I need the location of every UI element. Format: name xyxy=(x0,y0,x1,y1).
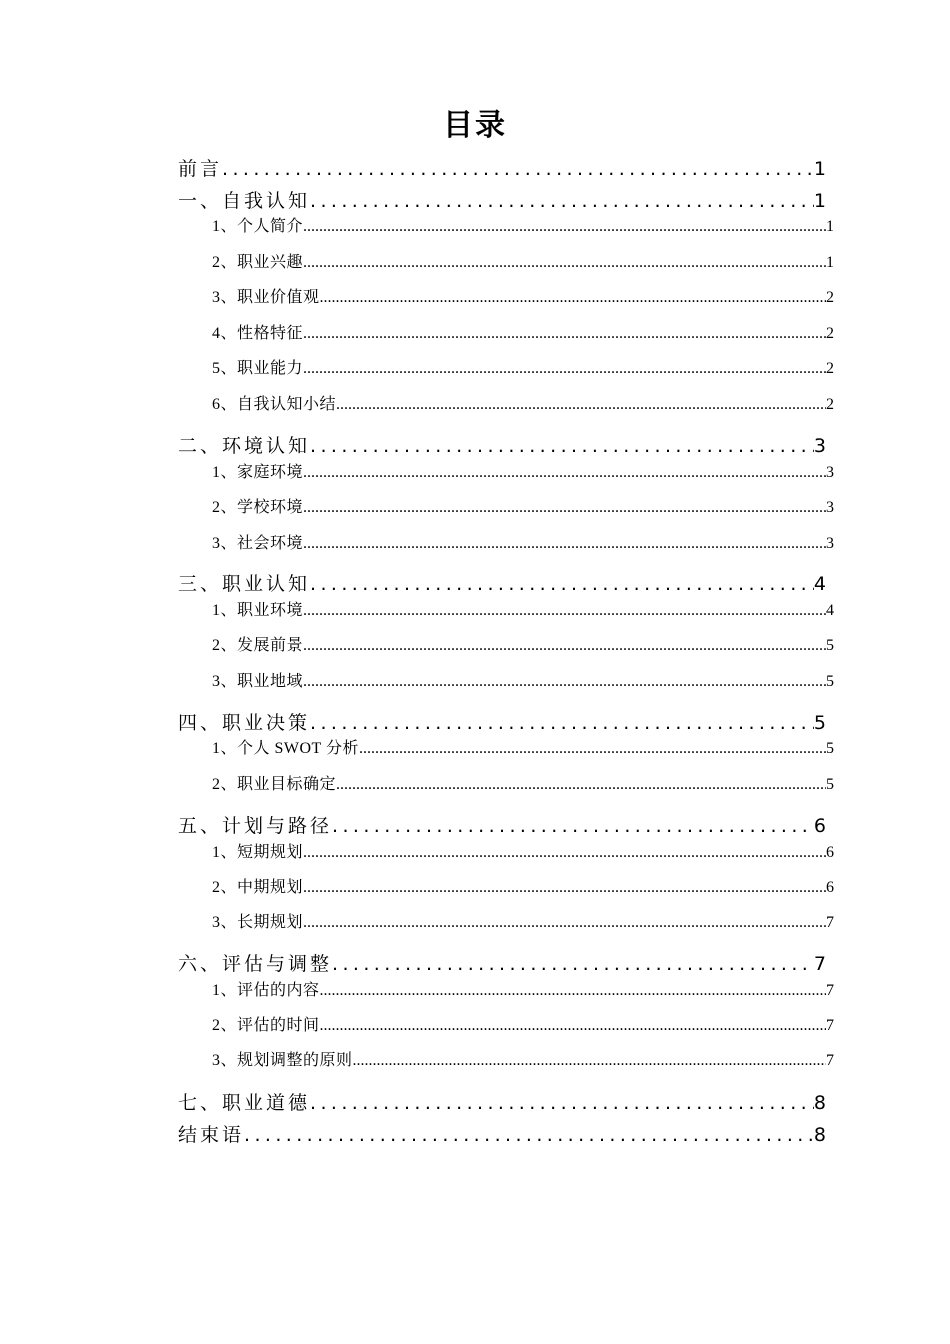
toc-entry-section-3[interactable] xyxy=(178,569,826,599)
toc-entry-label: 3、规划调整的原则 xyxy=(212,1052,353,1069)
toc-entry-label: 1、职业环境 xyxy=(212,602,304,619)
toc-entry-subsection[interactable] xyxy=(212,250,834,276)
toc-entry-subsection[interactable] xyxy=(212,875,834,901)
dot-leader xyxy=(303,321,826,347)
dot-leader xyxy=(303,531,826,557)
dot-leader xyxy=(359,736,826,762)
dot-leader xyxy=(320,285,826,311)
toc-page-number: 1 xyxy=(826,218,834,235)
toc-page-number: 7 xyxy=(826,1017,834,1034)
toc-entry-subsection[interactable] xyxy=(212,669,834,695)
toc-entry-label: 1、评估的内容 xyxy=(212,982,320,999)
toc-entry-subsection[interactable] xyxy=(212,1048,834,1074)
toc-entry-label: 5、职业能力 xyxy=(212,360,304,377)
toc-page-number: 6 xyxy=(826,879,834,896)
toc-entry-label: 前言 xyxy=(178,158,223,180)
dot-leader xyxy=(336,392,826,418)
toc-entry-section-5[interactable] xyxy=(178,811,826,841)
toc-page-number: 2 xyxy=(826,360,834,377)
toc-entry-preface[interactable] xyxy=(178,154,826,184)
toc-entry-subsection[interactable] xyxy=(212,356,834,382)
dot-leader xyxy=(310,708,814,738)
toc-entry-label: 4、性格特征 xyxy=(212,325,304,342)
toc-page-number: 3 xyxy=(813,435,826,457)
toc-page-number: 2 xyxy=(826,289,834,306)
toc-page-number: 5 xyxy=(826,673,834,690)
toc-page-number: 3 xyxy=(826,535,834,552)
dot-leader xyxy=(303,250,826,276)
toc-entry-label: 一、自我认知 xyxy=(178,190,311,212)
dot-leader xyxy=(310,1088,814,1118)
toc-entry-label: 2、发展前景 xyxy=(212,637,304,654)
dot-leader xyxy=(303,840,826,866)
toc-entry-label: 七、职业道德 xyxy=(178,1092,311,1114)
toc-page-number: 6 xyxy=(826,844,834,861)
dot-leader xyxy=(303,910,826,936)
toc-page-number: 5 xyxy=(826,776,834,793)
toc-entry-label: 四、职业决策 xyxy=(178,712,311,734)
toc-entry-section-7[interactable] xyxy=(178,1088,826,1118)
toc-entry-label: 3、社会环境 xyxy=(212,535,304,552)
toc-entry-subsection[interactable] xyxy=(212,633,834,659)
dot-leader xyxy=(320,978,826,1004)
toc-entry-subsection[interactable] xyxy=(212,460,834,486)
toc-entry-section-2[interactable] xyxy=(178,431,826,461)
toc-page-number: 1 xyxy=(813,158,826,180)
toc-page-number: 6 xyxy=(813,815,826,837)
toc-entry-label: 2、中期规划 xyxy=(212,879,304,896)
toc-title: 目录 xyxy=(443,108,507,143)
toc-entry-section-4[interactable] xyxy=(178,708,826,738)
toc-entry-label: 2、职业兴趣 xyxy=(212,254,304,271)
toc-page-number: 2 xyxy=(826,325,834,342)
dot-leader xyxy=(310,431,814,461)
toc-entry-label: 1、个人简介 xyxy=(212,218,304,235)
toc-page-number: 1 xyxy=(826,254,834,271)
toc-entry-label: 1、家庭环境 xyxy=(212,464,304,481)
toc-entry-label: 6、自我认知小结 xyxy=(212,396,337,413)
toc-entry-label: 2、职业目标确定 xyxy=(212,776,337,793)
toc-entry-subsection[interactable] xyxy=(212,285,834,311)
toc-page-number: 3 xyxy=(826,464,834,481)
toc-page-number: 2 xyxy=(826,396,834,413)
toc-page-number: 7 xyxy=(826,914,834,931)
toc-page-number: 4 xyxy=(826,602,834,619)
toc-entry-label: 结束语 xyxy=(178,1124,245,1146)
toc-entry-subsection[interactable] xyxy=(212,840,834,866)
toc-entry-label: 五、计划与路径 xyxy=(178,815,333,837)
dot-leader xyxy=(303,460,826,486)
dot-leader xyxy=(336,772,826,798)
toc-entry-label: 2、评估的时间 xyxy=(212,1017,320,1034)
toc-entry-subsection[interactable] xyxy=(212,1013,834,1039)
dot-leader xyxy=(353,1048,826,1074)
dot-leader xyxy=(303,356,826,382)
toc-page-number: 1 xyxy=(813,190,826,212)
toc-entry-subsection[interactable] xyxy=(212,598,834,624)
toc-page-number: 7 xyxy=(826,1052,834,1069)
toc-entry-subsection[interactable] xyxy=(212,978,834,1004)
dot-leader xyxy=(244,1120,814,1150)
toc-entry-label: 3、职业地域 xyxy=(212,673,304,690)
toc-entry-section-6[interactable] xyxy=(178,949,826,979)
toc-entry-section-1[interactable] xyxy=(178,186,826,216)
dot-leader xyxy=(332,811,814,841)
toc-entry-label: 1、个人 SWOT 分析 xyxy=(212,740,360,757)
dot-leader xyxy=(303,598,826,624)
toc-entry-label: 1、短期规划 xyxy=(212,844,304,861)
toc-entry-subsection[interactable] xyxy=(212,772,834,798)
dot-leader xyxy=(332,949,814,979)
toc-entry-conclusion[interactable] xyxy=(178,1120,826,1150)
toc-page-number: 8 xyxy=(813,1124,826,1146)
toc-entry-label: 2、学校环境 xyxy=(212,499,304,516)
dot-leader xyxy=(222,154,814,184)
toc-entry-subsection[interactable] xyxy=(212,495,834,521)
dot-leader xyxy=(310,569,814,599)
toc-page-number: 5 xyxy=(826,637,834,654)
toc-page-number: 5 xyxy=(813,712,826,734)
toc-entry-subsection[interactable] xyxy=(212,392,834,418)
toc-entry-label: 3、长期规划 xyxy=(212,914,304,931)
dot-leader xyxy=(303,214,826,240)
toc-page-number: 4 xyxy=(813,573,826,595)
dot-leader xyxy=(303,875,826,901)
dot-leader xyxy=(320,1013,826,1039)
dot-leader xyxy=(303,495,826,521)
toc-entry-subsection[interactable] xyxy=(212,910,834,936)
toc-entry-label: 3、职业价值观 xyxy=(212,289,320,306)
dot-leader xyxy=(303,669,826,695)
toc-entry-subsection[interactable] xyxy=(212,321,834,347)
toc-page-number: 7 xyxy=(826,982,834,999)
toc-entry-subsection[interactable] xyxy=(212,214,834,240)
toc-page-number: 7 xyxy=(813,953,826,975)
toc-page-number: 5 xyxy=(826,740,834,757)
dot-leader xyxy=(303,633,826,659)
toc-page-number: 3 xyxy=(826,499,834,516)
dot-leader xyxy=(310,186,814,216)
toc-entry-label: 三、职业认知 xyxy=(178,573,311,595)
toc-entry-subsection[interactable] xyxy=(212,736,834,762)
toc-entry-subsection[interactable] xyxy=(212,531,834,557)
toc-entry-label: 六、评估与调整 xyxy=(178,953,333,975)
toc-page-number: 8 xyxy=(813,1092,826,1114)
toc-entry-label: 二、环境认知 xyxy=(178,435,311,457)
